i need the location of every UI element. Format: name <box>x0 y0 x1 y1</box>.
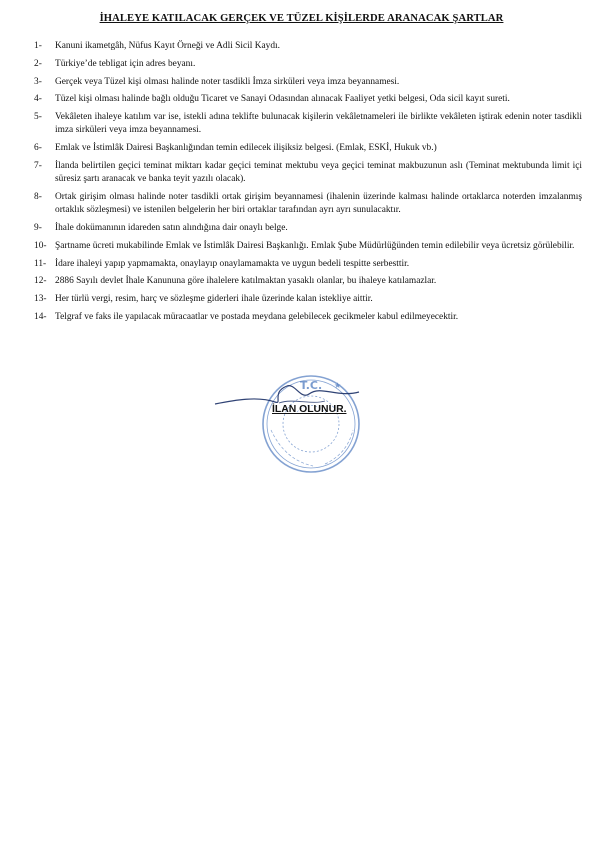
list-item <box>34 93 582 106</box>
item-number: 13- <box>34 294 47 305</box>
item-number: 7- <box>34 160 42 171</box>
item-text: Türkiye’de tebligat için adres beyanı. <box>55 58 196 69</box>
item-text: İlanda belirtilen geçici teminat miktarı kadar geçici teminat mektubu veya geçici teminat makbuzunun aslı (Teminat mektubunda limit içi süresiz şartı aranacak ve banka teyit yazılı olacak). <box>55 160 582 185</box>
item-text: Vekâleten ihaleye katılım var ise, istekli adına teklifte bulunacak kişilerin vekâletnameleri ile birlikte vekâleten iştirak edenin noter tasdikli imza sirküleri veya imza beyannamesi. <box>55 112 582 136</box>
list-item <box>34 76 582 89</box>
item-number: 5- <box>34 112 42 123</box>
item-number: 9- <box>34 222 42 233</box>
list-item <box>34 160 582 186</box>
item-number: 6- <box>34 143 42 154</box>
item-text: Ortak girişim olması halinde noter tasdikli ortak girişim beyannamesi (ihalenin üzerinde kalması halinde ortaklarca noterden imzalanmış ortaklık sözleşmesi) ve istenilen belgelerin her biri ortaklar tarafından ayrı ayrı sunulacaktır. <box>55 191 582 216</box>
list-item <box>34 111 582 137</box>
item-text: 2886 Sayılı devlet İhale Kanununa göre ihalelere katılmaktan yasaklı olanlar, bu ihaleye katılamazlar. <box>55 276 437 287</box>
item-number: 4- <box>34 94 42 105</box>
list-item <box>34 142 582 155</box>
conditions-list <box>34 40 582 329</box>
item-number: 3- <box>34 76 42 87</box>
list-item <box>34 222 582 235</box>
item-text: Her türlü vergi, resim, harç ve sözleşme giderleri ihale üzerinde kalan istekliye aittir. <box>55 294 373 305</box>
item-text: Kanuni ikametgâh, Nüfus Kayıt Örneği ve Adli Sicil Kaydı. <box>55 41 280 51</box>
list-item <box>34 275 582 288</box>
list-item <box>34 311 582 324</box>
item-number: 2- <box>34 58 42 69</box>
closing-text: İLAN OLUNUR. <box>272 404 347 415</box>
item-number: 10- <box>34 240 47 251</box>
item-number: 8- <box>34 191 42 202</box>
list-item <box>34 240 582 253</box>
svg-text:★: ★ <box>334 381 342 390</box>
item-text: Tüzel kişi olması halinde bağlı olduğu Ticaret ve Sanayi Odasından alınacak Faaliyet yetki belgesi, Oda sicil kayıt sureti. <box>55 94 510 105</box>
list-item <box>34 293 582 306</box>
stamp-text: T.C. <box>299 379 323 392</box>
list-item <box>34 40 582 53</box>
item-number: 1- <box>34 41 42 51</box>
item-text: Gerçek veya Tüzel kişi olması halinde noter tasdikli İmza sirküleri veya imza beyannamesi. <box>55 76 400 87</box>
document-title: İHALEYE KATILACAK GERÇEK VE TÜZEL KİŞİLERDE ARANACAK ŞARTLAR <box>99 13 504 24</box>
item-text: İdare ihaleyi yapıp yapmamakta, onaylayıp onaylamamakta ve uygun bedeli tespitte serbesttir. <box>55 258 410 269</box>
item-text: Şartname ücreti mukabilinde Emlak ve İstimlâk Dairesi Başkanlığı. Emlak Şube Müdürlüğünden temin edilebilir veya ücretsiz görülebilir. <box>55 240 575 251</box>
item-number: 11- <box>34 258 47 269</box>
list-item <box>34 258 582 271</box>
list-item <box>34 58 582 71</box>
item-text: Emlak ve İstimlâk Dairesi Başkanlığından temin edilecek ilişiksiz belgesi. (Emlak, ESKİ, Hukuk vb.) <box>55 143 437 154</box>
list-item <box>34 191 582 217</box>
item-text: İhale dokümanının idareden satın alındığına dair onaylı belge. <box>55 222 288 233</box>
item-number: 12- <box>34 276 47 287</box>
item-text: Telgraf ve faks ile yapılacak müracaatlar ve postada meydana gelebilecek gecikmeler kabul edilmeyecektir. <box>55 311 459 322</box>
item-number: 14- <box>34 311 47 322</box>
